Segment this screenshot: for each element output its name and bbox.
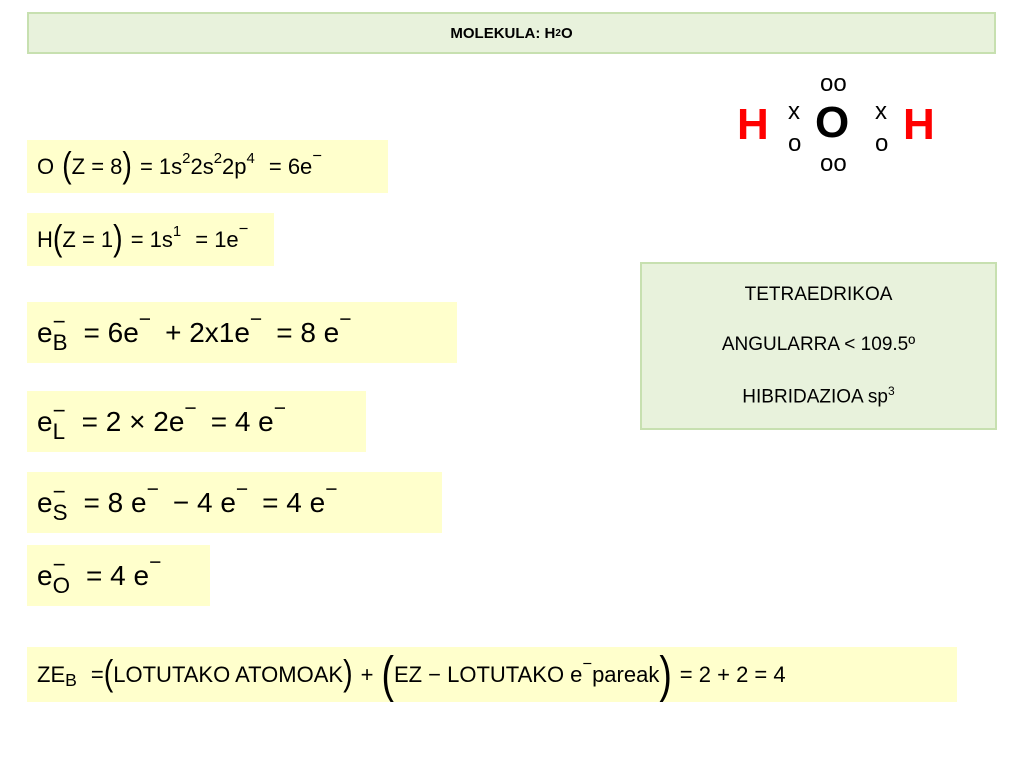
eq-s-sub: S (52, 499, 68, 525)
eq-oo-minus1: − (149, 550, 162, 574)
eq-o-z: Z = 8 (71, 153, 123, 179)
eq-b-part1: = 6e (83, 316, 139, 348)
eq-b-part2: + 2x1e (165, 316, 250, 348)
lewis-top-pair: oo (820, 70, 847, 97)
eq-ze-result: = 2 + 2 = 4 (679, 661, 786, 687)
eq-s-part2: − 4 e (172, 486, 236, 518)
eq-s-minus1: − (146, 477, 159, 501)
eq-ze-close-paren-2: ) (659, 645, 672, 703)
eq-l-part1: = 2 × 2e (81, 405, 185, 437)
eq-ze-lone-label: EZ − LOTUTAKO e (393, 661, 583, 687)
lewis-right-x: x (875, 98, 887, 125)
eq-l-minus-top: − (52, 398, 66, 424)
lewis-left-o: o (788, 130, 802, 157)
eq-o-1s: = 1s (139, 153, 183, 179)
equation-hydrogen-config (27, 213, 274, 266)
eq-s-minus3: − (325, 477, 338, 501)
eq-oo-sub: O (52, 572, 70, 598)
eq-b-sub: B (52, 329, 68, 355)
equation-lone-electrons (27, 391, 366, 452)
eq-o-open-paren: ( (62, 145, 72, 186)
geometry-info-box (640, 262, 997, 430)
eq-o-2s: 2s (190, 153, 214, 179)
eq-ze-equals: = (90, 661, 104, 687)
equation-shared-electrons (27, 472, 442, 533)
lewis-right-o: o (875, 130, 889, 157)
eq-h-minus: − (238, 220, 249, 239)
eq-b-minus-top: − (52, 309, 66, 335)
lewis-left-hydrogen: H (737, 100, 769, 149)
eq-s-minus-top: − (52, 479, 66, 505)
equation-octet-electrons (27, 545, 210, 606)
info-hybridization-sup: 3 (888, 383, 895, 398)
lewis-structure (735, 70, 950, 180)
eq-oo-part1: = 4 e (86, 559, 150, 591)
eq-o-sup2: 2 (213, 149, 223, 167)
eq-l-sub: L (52, 418, 66, 444)
eq-l-minus2: − (273, 396, 287, 420)
eq-h-sup1: 1 (172, 222, 182, 240)
eq-o-symbol: O (37, 153, 55, 179)
eq-b-e: e (37, 316, 53, 348)
title-bar (27, 12, 996, 54)
eq-l-part2: = 4 e (210, 405, 274, 437)
eq-oo-minus-top: − (52, 552, 66, 578)
eq-ze-plus: + (360, 661, 374, 687)
eq-b-minus3: − (339, 307, 352, 331)
eq-s-part1: = 8 e (83, 486, 147, 518)
eq-o-result: = 6e (268, 153, 313, 179)
title-suffix: O (560, 24, 573, 42)
eq-o-2p: 2p (222, 153, 247, 179)
equation-oxygen-config (27, 140, 388, 193)
eq-o-sup3: 4 (246, 149, 255, 167)
title-prefix: MOLEKULA: H (450, 24, 556, 42)
eq-ze-open-paren-1: ( (103, 653, 114, 694)
eq-l-e: e (37, 405, 53, 437)
eq-h-1s: = 1s (130, 226, 173, 252)
eq-ze-open-paren-2: ( (381, 645, 394, 703)
eq-h-open-paren: ( (52, 218, 63, 259)
eq-s-part3: = 4 e (262, 486, 326, 518)
equation-bonding-electrons (27, 302, 457, 363)
lewis-oxygen: O (815, 98, 850, 147)
lewis-bottom-pair: oo (820, 150, 847, 177)
equation-electron-zones (27, 647, 957, 702)
eq-h-close-paren: ) (113, 218, 123, 259)
eq-h-z: Z = 1 (62, 226, 114, 252)
eq-ze-sub: B (65, 669, 77, 690)
title-subscript: 2 (555, 27, 561, 39)
eq-ze-pairs: pareak (592, 661, 660, 687)
info-hybridization (742, 384, 894, 408)
eq-h-result: = 1e (195, 226, 239, 252)
eq-b-minus2: − (249, 307, 263, 331)
eq-ze-label: ZE (37, 661, 66, 687)
lewis-left-x: x (788, 98, 800, 125)
eq-o-close-paren: ) (122, 145, 132, 186)
eq-ze-minus: − (582, 655, 593, 674)
eq-ze-bonded-atoms: LOTUTAKO ATOMOAK (113, 661, 344, 687)
eq-oo-e: e (37, 559, 53, 591)
eq-b-part3: = 8 e (276, 316, 340, 348)
lewis-right-hydrogen: H (903, 100, 935, 149)
info-geometry: TETRAEDRIKOA (744, 283, 893, 305)
info-hybridization-label: HIBRIDAZIOA sp (742, 386, 888, 408)
eq-l-minus1: − (184, 396, 197, 420)
eq-b-minus1: − (138, 307, 152, 331)
eq-s-e: e (37, 486, 53, 518)
eq-o-sup1: 2 (182, 149, 191, 167)
info-angle: ANGULARRA < 109.5º (721, 333, 916, 355)
eq-o-minus: − (312, 147, 322, 166)
eq-s-minus2: − (235, 477, 249, 501)
eq-ze-close-paren-1: ) (343, 653, 353, 694)
eq-h-symbol: H (37, 226, 53, 252)
